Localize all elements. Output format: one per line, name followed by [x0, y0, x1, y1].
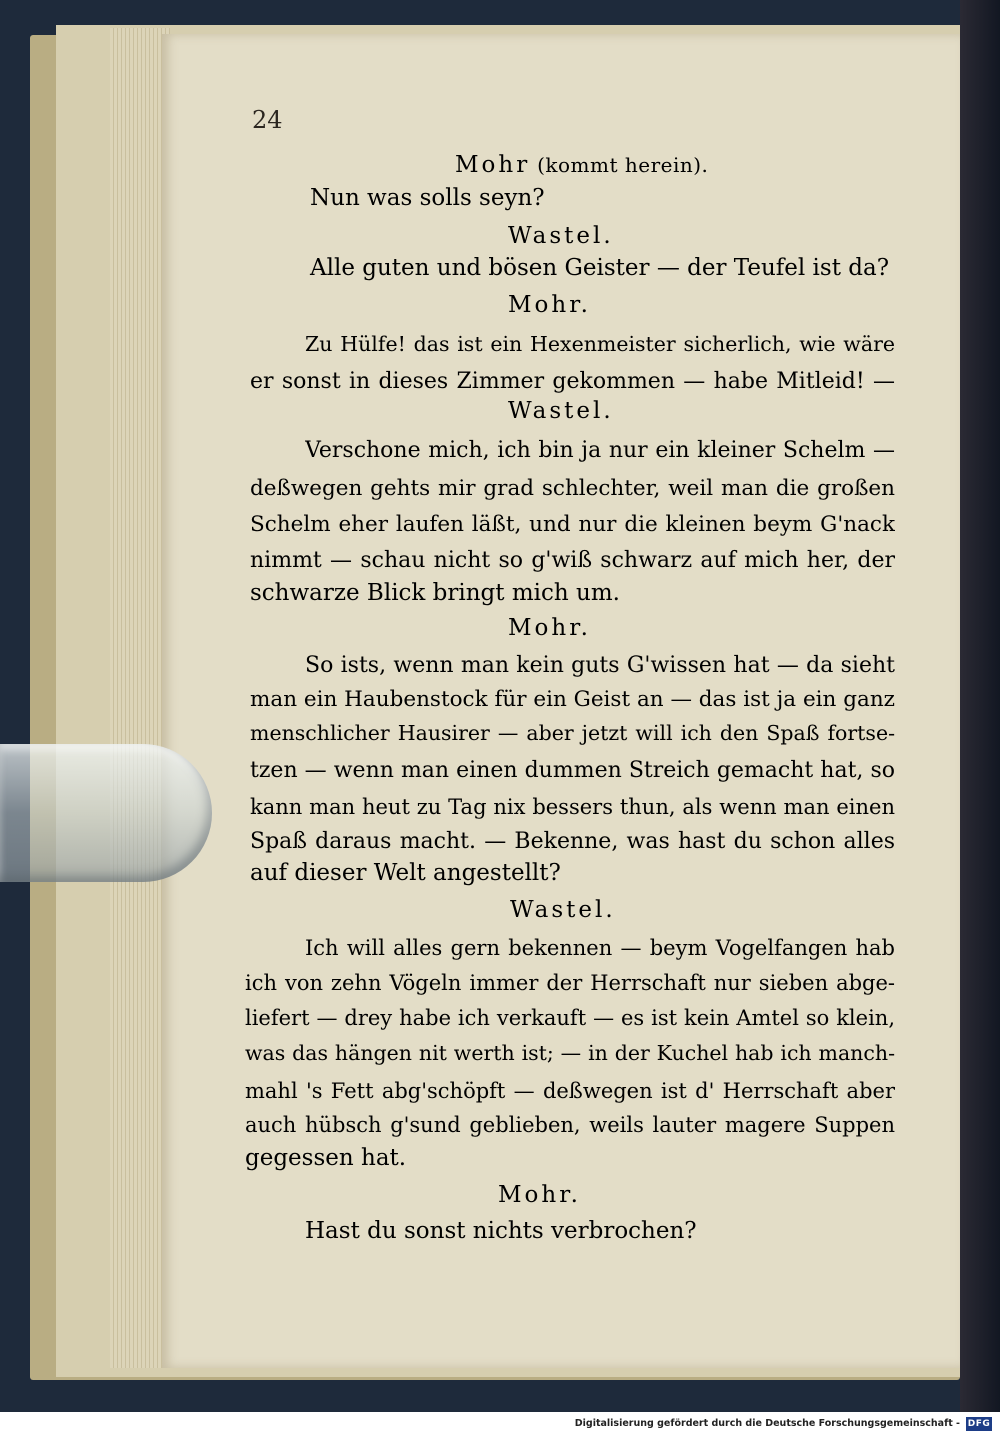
dfg-logo: DFG [967, 1419, 991, 1429]
page-number: 24 [252, 106, 283, 134]
text-line: liefert — drey habe ich verkauft — es ist kein Amtel so klein, [245, 1006, 895, 1030]
text-line: Ich will alles gern bekennen — beym Vogelfangen hab [305, 936, 895, 960]
speaker-label [508, 613, 591, 643]
text-line: Spaß daraus macht. — Bekenne, was hast du schon alles [250, 829, 895, 854]
text-line: Alle guten und bösen Geister — der Teufel ist da? [310, 255, 890, 281]
scanner-background [960, 0, 1000, 1437]
speaker-name: Mohr. [498, 1182, 581, 1208]
text-line: Zu Hülfe! das ist ein Hexenmeister sicherlich, wie wäre [305, 332, 895, 356]
text-line: gegessen hat. [245, 1145, 407, 1171]
page-edges [110, 28, 170, 1368]
speaker-name: Wastel. [508, 223, 614, 249]
speaker-label [498, 1180, 581, 1210]
speaker-name: Mohr. [508, 292, 591, 318]
text-line: tzen — wenn man einen dummen Streich gemacht hat, so [250, 758, 895, 783]
footer-credit: Digitalisierung gefördert durch die Deutsche Forschungsgemeinschaft - [574, 1418, 960, 1429]
text-line: ich von zehn Vögeln immer der Herrschaft nur sieben abge- [245, 971, 895, 995]
stage-direction: (kommt herein). [530, 153, 709, 177]
speaker-label [508, 396, 614, 426]
speaker-label [455, 150, 708, 180]
text-line: Verschone mich, ich bin ja nur ein kleiner Schelm — [305, 438, 895, 463]
text-line: er sonst in dieses Zimmer gekommen — habe Mitleid! — [250, 369, 895, 394]
speaker-label [508, 290, 591, 320]
text-line: auf dieser Welt angestellt? [250, 860, 561, 886]
speaker-name: Wastel. [510, 897, 616, 923]
text-line: kann man heut zu Tag nix bessers thun, als wenn man einen [250, 795, 895, 819]
text-line: was das hängen nit werth ist; — in der Kuchel hab ich manch- [245, 1041, 895, 1065]
glass-weight [0, 744, 212, 882]
speaker-label [510, 895, 616, 925]
text-line: Nun was solls seyn? [310, 185, 545, 211]
speaker-name: Wastel. [508, 398, 614, 424]
text-line: menschlicher Hausirer — aber jetzt will ich den Spaß fortse- [250, 721, 895, 745]
text-line: Hast du sonst nichts verbrochen? [305, 1218, 697, 1244]
speaker-name: Mohr [455, 152, 531, 178]
text-line: schwarze Blick bringt mich um. [250, 580, 620, 606]
text-line: deßwegen gehts mir grad schlechter, weil man die großen [250, 476, 895, 501]
text-line: So ists, wenn man kein guts G'wissen hat — da sieht [305, 653, 895, 678]
speaker-name: Mohr. [508, 615, 591, 641]
text-line: nimmt — schau nicht so g'wiß schwarz auf mich her, der [250, 548, 895, 573]
text-line: mahl 's Fett abg'schöpft — deßwegen ist d' Herrschaft aber [245, 1079, 895, 1103]
text-line: Schelm eher laufen läßt, und nur die kleinen beym G'nack [250, 512, 895, 537]
speaker-label [508, 221, 614, 251]
text-line: man ein Haubenstock für ein Geist an — das ist ja ein ganz [250, 687, 895, 712]
text-line: auch hübsch g'sund geblieben, weils lauter magere Suppen [245, 1113, 895, 1137]
